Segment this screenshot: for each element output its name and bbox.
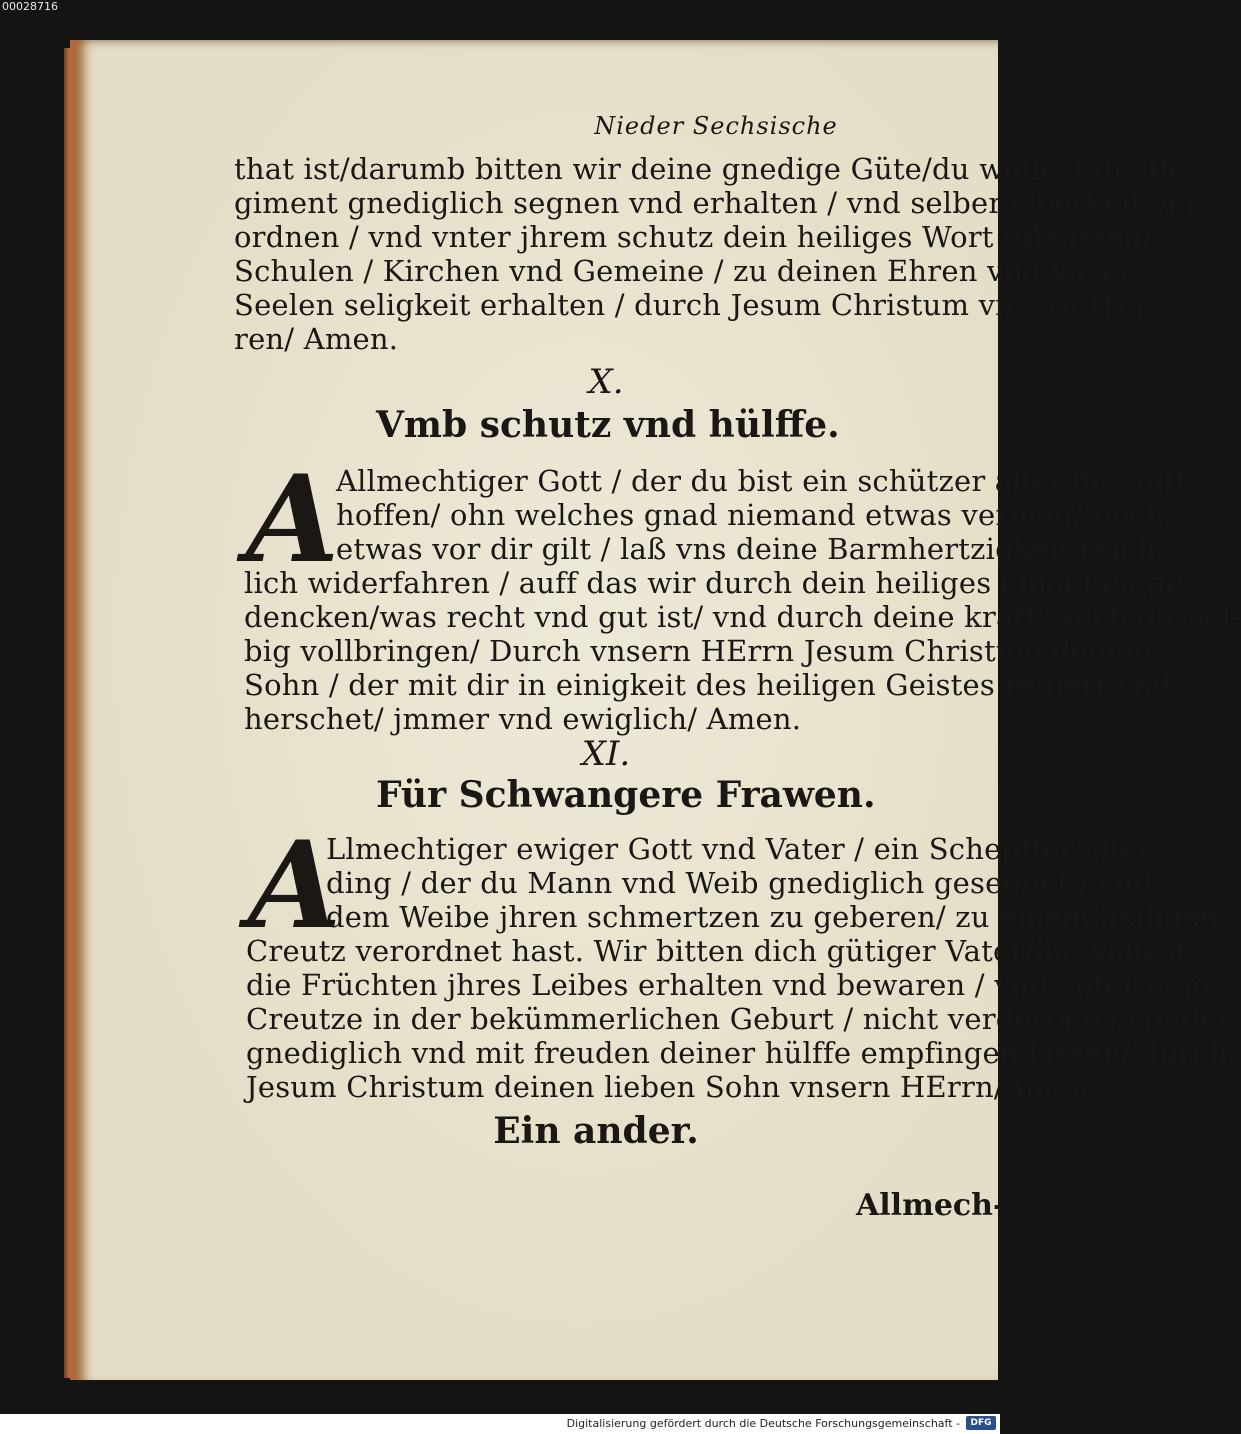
text-line: Allmechtiger Gott / der du bist ein schützer aller die auff: [336, 464, 1186, 498]
text-line: herschet/ jmmer vnd ewiglich/ Amen.: [244, 702, 802, 736]
dfg-logo: DFG: [966, 1416, 996, 1430]
section-title: Für Schwangere Frawen.: [376, 774, 876, 816]
text-line: Llmechtiger ewiger Gott vnd Vater / ein Schepffer aller: [326, 832, 1151, 866]
text-line: Creutze in der bekümmerlichen Geburt / nicht verderben / sonder: [246, 1002, 1232, 1036]
text-line: hoffen/ ohn welches gnad niemand etwas vermag/ noch: [336, 498, 1165, 532]
text-line: etwas vor dir gilt / laß vns deine Barmhertzigkeit reich-: [336, 532, 1166, 566]
text-line: dem Weibe jhren schmertzen zu geberen/ zu einem heiligen: [326, 900, 1219, 934]
text-line: ren/ Amen.: [234, 322, 399, 356]
section-numeral: X.: [588, 362, 624, 402]
text-line: big vollbringen/ Durch vnsern HErrn Jesum Christum deinen: [244, 634, 1153, 668]
funding-credit: Digitalisierung gefördert durch die Deutsche Forschungsgemeinschaft -: [566, 1417, 960, 1430]
text-line: that ist/darumb bitten wir deine gnedige Güte/du wöllest dis Re-: [234, 152, 1197, 186]
text-line: Creutz verordnet hast. Wir bitten dich gütiger Vater/du wöllest: [246, 934, 1188, 968]
text-line: lich widerfahren / auff das wir durch dein heiliges eingeben ge-: [244, 566, 1194, 600]
text-line: Seelen seligkeit erhalten / durch Jesum Christum vnsern HEr-: [234, 288, 1160, 322]
decorated-initial: A: [246, 449, 340, 590]
text-line: die Früchten jhres Leibes erhalten vnd bewaren / vnd vnter dem: [246, 968, 1210, 1002]
text-line: Schulen / Kirchen vnd Gemeine / zu deinen Ehren vnd vnser: [234, 254, 1133, 288]
section-title: Vmb schutz vnd hülffe.: [376, 404, 840, 446]
text-line: ordnen / vnd vnter jhrem schutz dein heiliges Wort pflantzen/: [234, 220, 1153, 254]
text-line: Jesum Christum deinen lieben Sohn vnsern HErrn/Amen.: [246, 1070, 1099, 1104]
text-line: gnediglich vnd mit freuden deiner hülffe empfingen lassen/ durch: [246, 1036, 1228, 1070]
text-line: dencken/was recht vnd gut ist/ vnd durch deine krafft auch dassel-: [244, 600, 1241, 634]
text-line: Sohn / der mit dir in einigkeit des heiligen Geistes regiert vnd: [244, 668, 1171, 702]
next-section-heading: Ein ander.: [493, 1110, 699, 1152]
catchword: Allmech-: [856, 1188, 1006, 1223]
text-line: ding / der du Mann vnd Weib gnediglich gesegnet / vnd: [326, 866, 1153, 900]
decorated-initial: A: [248, 815, 342, 956]
text-line: giment gnediglich segnen vnd erhalten / vnd selber Öberkeit ver-: [234, 186, 1210, 220]
running-head: Nieder Sechsische: [594, 112, 838, 140]
scan-id: 00028716: [2, 0, 58, 13]
book-page: [70, 40, 1241, 1380]
section-numeral: XI.: [581, 734, 631, 774]
